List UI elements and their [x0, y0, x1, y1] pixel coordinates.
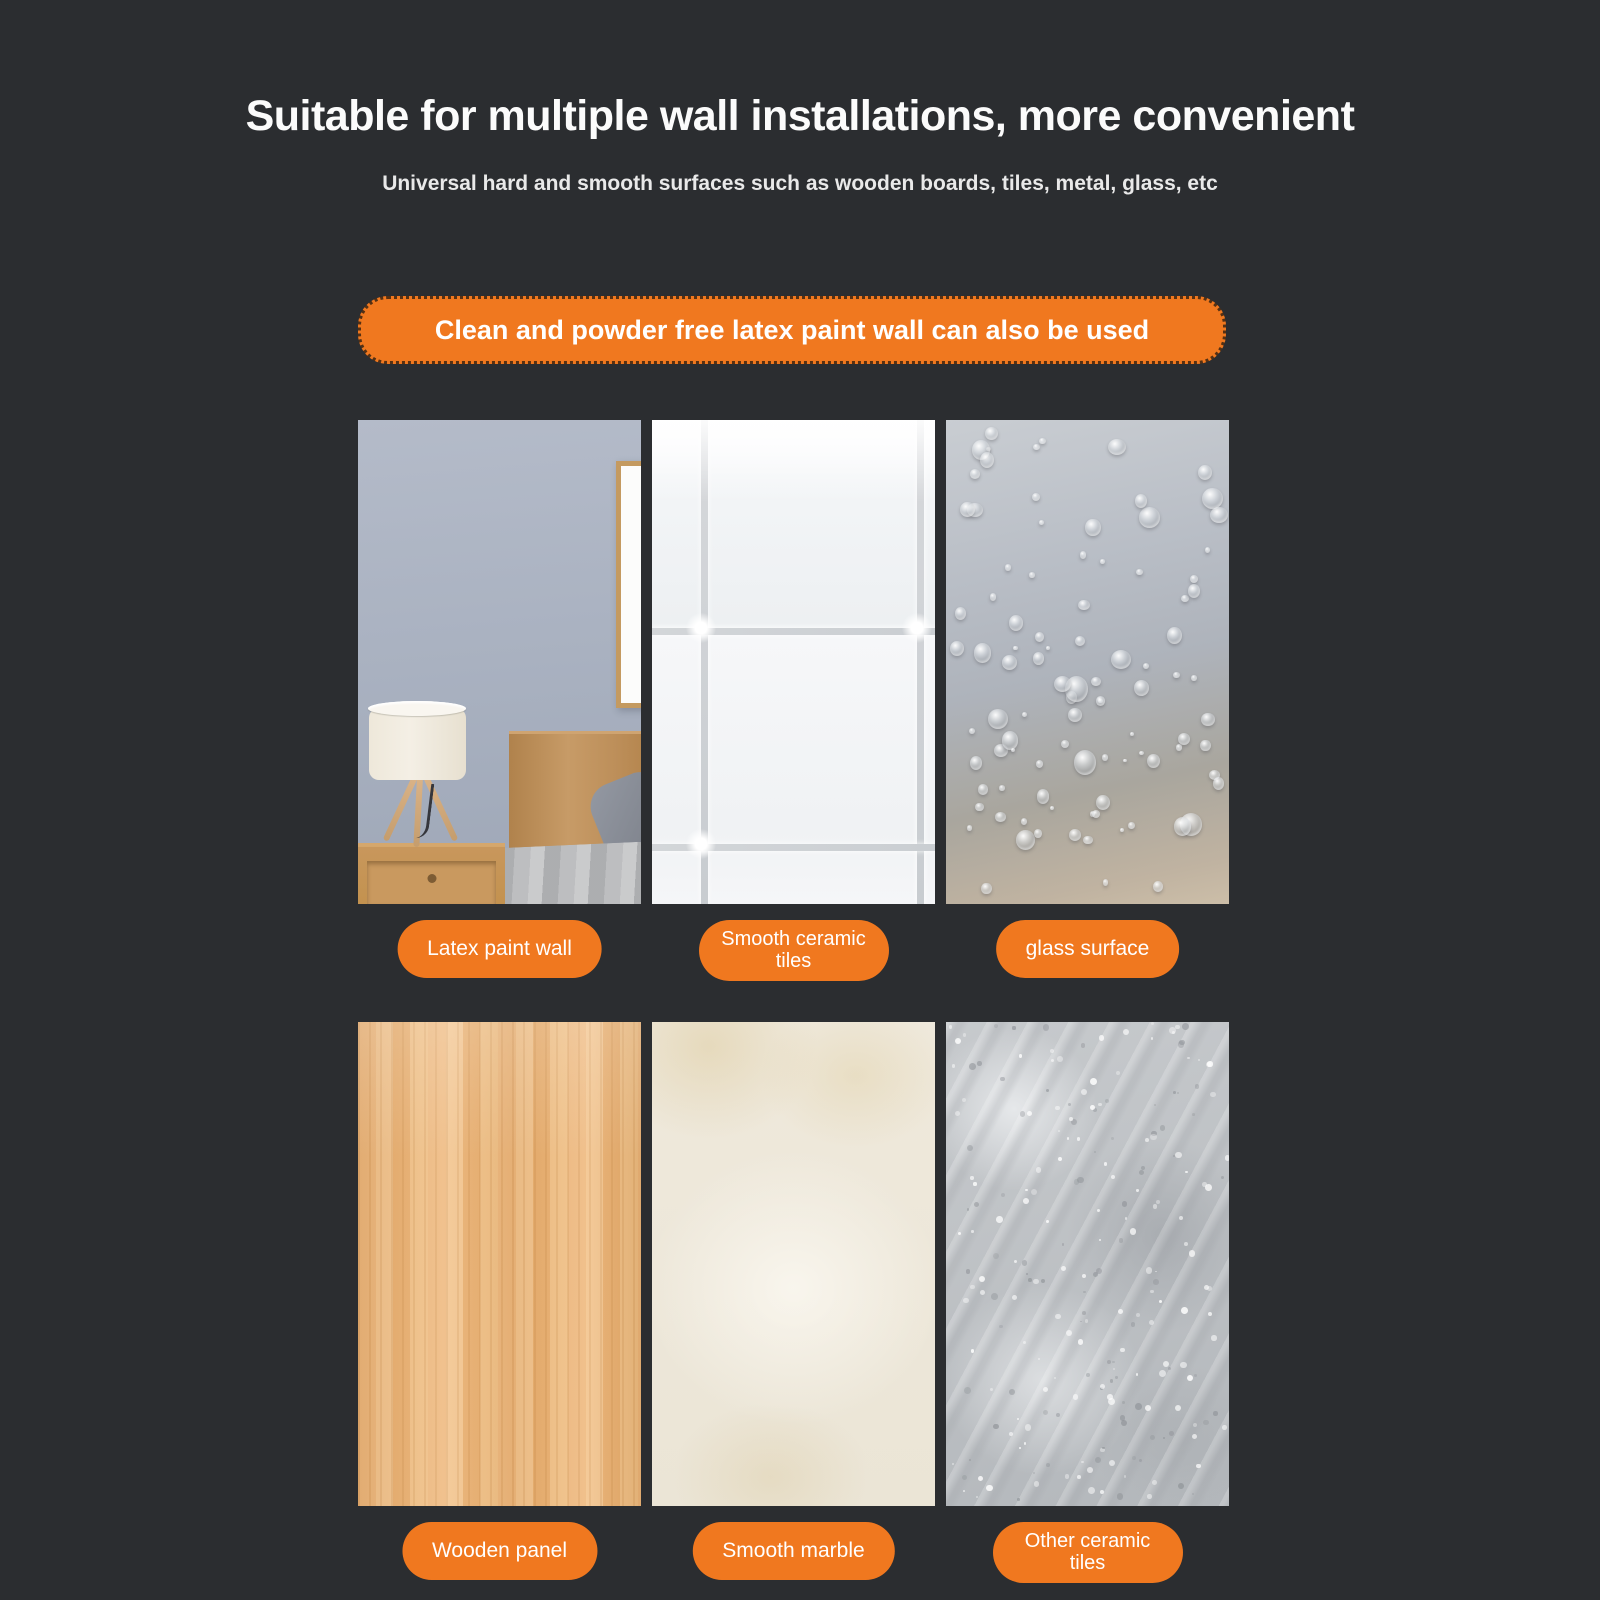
smooth-ceramic-tiles-photo [652, 420, 935, 904]
surface-grid [358, 420, 1230, 1575]
wooden-panel-photo [358, 1022, 641, 1506]
surface-card-smooth-ceramic-tiles [652, 420, 935, 973]
tile-sheen [652, 420, 935, 904]
surface-label-glass-surface: glass surface [996, 920, 1180, 978]
highlight-banner-text: Clean and powder free latex paint wall can also be used [434, 314, 1150, 345]
wood-shading [358, 1022, 641, 1506]
other-ceramic-tiles-photo [946, 1022, 1229, 1506]
page-subtitle: Universal hard and smooth surfaces such as wooden boards, tiles, metal, glass, etc [382, 172, 1218, 195]
surface-card-wooden-panel [358, 1022, 641, 1563]
smooth-marble-photo [652, 1022, 935, 1506]
lamp-shade [369, 708, 465, 780]
surface-label-latex-paint-wall: Latex paint wall [397, 920, 602, 978]
surface-label-smooth-ceramic-tiles: Smooth ceramic tiles [699, 920, 889, 981]
granite-speckles [946, 1022, 1229, 1506]
glass-surface-photo [946, 420, 1229, 904]
picture-frame [616, 461, 641, 708]
surface-card-glass-surface [946, 420, 1229, 961]
highlight-banner [358, 296, 1226, 364]
surface-card-latex-paint-wall [358, 420, 641, 961]
surface-card-other-ceramic-tiles [946, 1022, 1229, 1575]
nightstand [358, 843, 505, 904]
surface-card-smooth-marble [652, 1022, 935, 1563]
marble-background [652, 1022, 935, 1506]
latex-paint-wall-photo [358, 420, 641, 904]
water-droplets [946, 420, 1229, 904]
surface-label-wooden-panel: Wooden panel [402, 1522, 597, 1580]
surface-label-smooth-marble: Smooth marble [692, 1522, 894, 1580]
page-title: Suitable for multiple wall installations, more convenient [245, 92, 1355, 140]
surface-label-other-ceramic-tiles: Other ceramic tiles [993, 1522, 1183, 1583]
